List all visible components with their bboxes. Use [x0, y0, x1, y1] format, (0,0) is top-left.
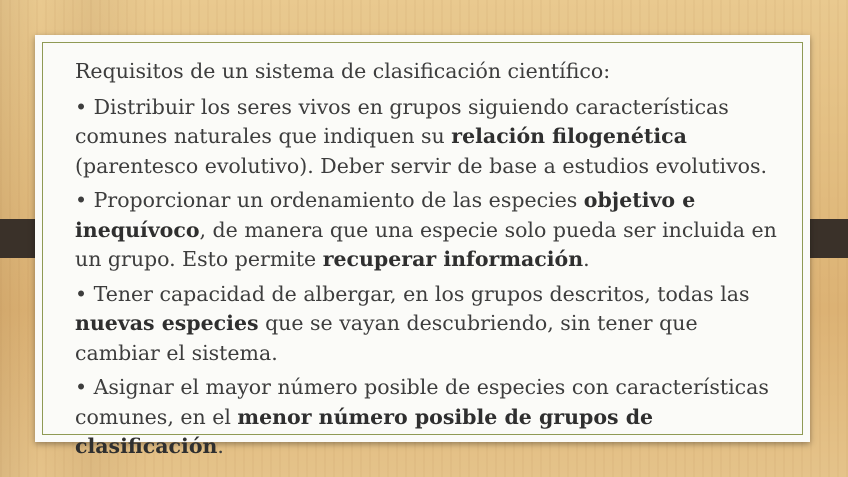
- bullet-1: [75, 93, 780, 182]
- bullet-emphasis: menor número posible de grupos de clasificación: [75, 404, 654, 458]
- bullet-3: [75, 280, 780, 369]
- bullet-emphasis: recuperar información: [322, 247, 584, 271]
- left-decorative-tab: [0, 219, 40, 258]
- bullet-emphasis: relación filogenética: [451, 124, 687, 148]
- slide-card: [35, 35, 810, 458]
- bullet-text: • Asignar el mayor número posible de especies con características comunes, en el: [75, 375, 769, 429]
- bullet-4: [75, 373, 780, 462]
- slide-content: [75, 57, 780, 467]
- bullet-text: que se vayan descubriendo, sin tener que cambiar el sistema.: [75, 311, 698, 365]
- bullet-text: (parentesco evolutivo). Deber servir de base a estudios evolutivos.: [75, 153, 768, 178]
- bullet-text: .: [583, 247, 590, 271]
- bullet-emphasis: nuevas especies: [75, 311, 259, 335]
- slide-intro: Requisitos de un sistema de clasificación científico:: [75, 59, 611, 83]
- bullet-2: [75, 186, 780, 275]
- bullet-text: • Distribuir los seres vivos en grupos siguiendo características comunes naturales que indiquen su: [75, 94, 729, 148]
- bullet-text: • Proporcionar un ordenamiento de las especies: [75, 188, 584, 212]
- bullet-text: .: [217, 434, 224, 458]
- bullet-text: , de manera que una especie solo pueda ser incluida en un grupo. Esto permite: [75, 217, 777, 271]
- bullet-text: • Tener capacidad de albergar, en los grupos descritos, todas las: [75, 281, 750, 306]
- bullet-emphasis: objetivo e inequívoco: [75, 188, 696, 242]
